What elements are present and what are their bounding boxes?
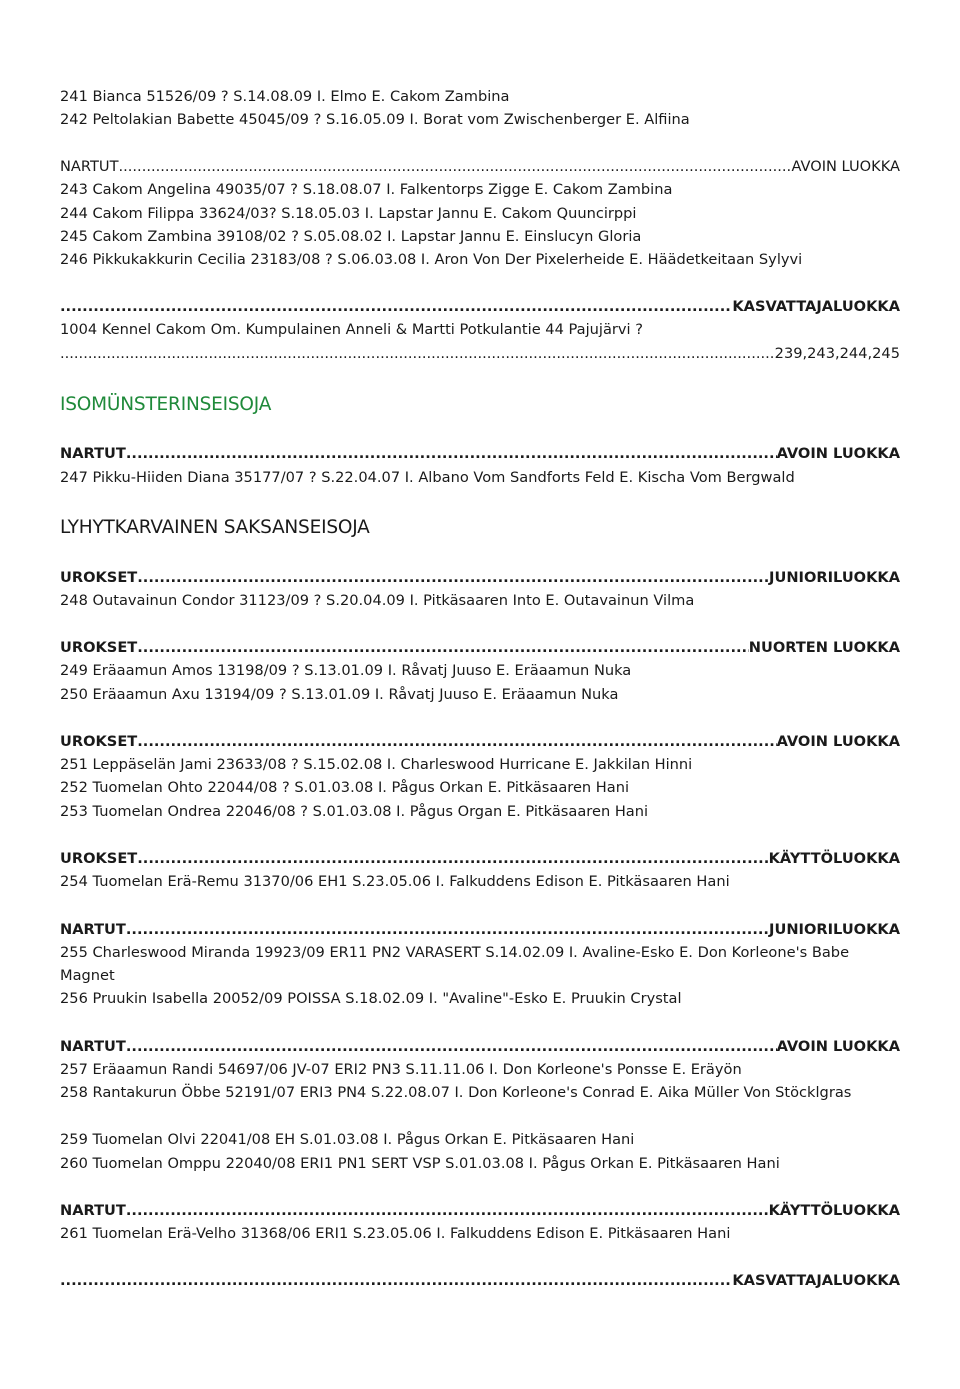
entry-line: 242 Peltolakian Babette 45045/09 ? S.16.05.09 I. Borat vom Zwischenberger E. Alfiina	[60, 111, 690, 128]
leader-dots	[60, 342, 775, 365]
class-label: KASVATTAJALUOKKA	[732, 298, 900, 315]
entry-line: 261 Tuomelan Erä-Velho 31368/06 ERI1 S.23.05.06 I. Falkuddens Edison E. Pitkäsaaren Hani	[60, 1225, 731, 1242]
entry-line: 248 Outavainun Condor 31123/09 ? S.20.04.09 I. Pitkäsaaren Into E. Outavainun Vilma	[60, 592, 695, 609]
leader-dots	[126, 1199, 769, 1222]
class-header	[60, 918, 900, 941]
class-label: KÄYTTÖLUOKKA	[768, 1202, 900, 1219]
class-label: AVOIN LUOKKA	[791, 158, 900, 175]
class-label: JUNIORILUOKKA	[769, 569, 900, 586]
entry-line: 256 Pruukin Isabella 20052/09 POISSA S.18.02.09 I. "Avaline"-Esko E. Pruukin Crystal	[60, 990, 682, 1007]
entry-numbers: 239,243,244,245	[774, 345, 900, 362]
entry-line: 254 Tuomelan Erä-Remu 31370/06 EH1 S.23.05.06 I. Falkuddens Edison E. Pitkäsaaren Hani	[60, 873, 730, 890]
group-label: NARTUT	[60, 1202, 126, 1219]
group-label: NARTUT	[60, 921, 126, 938]
entry-line: 251 Leppäselän Jami 23633/08 ? S.15.02.08 I. Charleswood Hurricane E. Jakkilan Hinni	[60, 756, 693, 773]
group-label: NARTUT	[60, 1038, 126, 1055]
group-label: NARTUT	[60, 158, 119, 175]
numbers-line	[60, 342, 900, 365]
class-label: KASVATTAJALUOKKA	[732, 1272, 900, 1289]
entry-line: 247 Pikku-Hiiden Diana 35177/07 ? S.22.04.07 I. Albano Vom Sandforts Feld E. Kischa Vom Bergwald	[60, 469, 795, 486]
class-header	[60, 1035, 900, 1058]
entry-line: 241 Bianca 51526/09 ? S.14.08.09 I. Elmo E. Cakom Zambina	[60, 88, 510, 105]
entry-line: 245 Cakom Zambina 39108/02 ? S.05.08.02 I. Lapstar Jannu E. Einslucyn Gloria	[60, 228, 642, 245]
leader-dots	[60, 295, 732, 318]
group-label: UROKSET	[60, 569, 138, 586]
entry-line: 1004 Kennel Cakom Om. Kumpulainen Anneli & Martti Potkulantie 44 Pajujärvi ?	[60, 321, 643, 338]
class-label: AVOIN LUOKKA	[776, 733, 900, 750]
group-label: UROKSET	[60, 639, 138, 656]
group-label: UROKSET	[60, 733, 138, 750]
group-label: UROKSET	[60, 850, 138, 867]
class-header	[60, 636, 900, 659]
class-header	[60, 566, 900, 589]
entry-line: 255 Charleswood Miranda 19923/09 ER11 PN2 VARASERT S.14.02.09 I. Avaline-Esko E. Don Korleone's Babe Magnet	[60, 944, 850, 984]
entry-line: 243 Cakom Angelina 49035/07 ? S.18.08.07 I. Falkentorps Zigge E. Cakom Zambina	[60, 181, 673, 198]
leader-dots	[126, 1035, 777, 1058]
leader-dots	[60, 1269, 732, 1292]
leader-dots	[137, 636, 749, 659]
leader-dots	[119, 155, 792, 178]
entry-line: 249 Eräaamun Amos 13198/09 ? S.13.01.09 I. Råvatj Juuso E. Eräaamun Nuka	[60, 662, 632, 679]
class-header	[60, 1269, 900, 1292]
entry-line: 257 Eräaamun Randi 54697/06 JV-07 ERI2 PN3 S.11.11.06 I. Don Korleone's Ponsse E. Eräyön	[60, 1061, 742, 1078]
class-header	[60, 847, 900, 870]
leader-dots	[137, 847, 768, 870]
group-label: NARTUT	[60, 445, 126, 462]
class-label: KÄYTTÖLUOKKA	[768, 850, 900, 867]
class-header	[60, 155, 900, 178]
class-label: AVOIN LUOKKA	[776, 1038, 900, 1055]
section-title: LYHYTKARVAINEN SAKSANSEISOJA	[60, 517, 370, 538]
class-header	[60, 295, 900, 318]
entry-line: 259 Tuomelan Olvi 22041/08 EH S.01.03.08 I. Pågus Orkan E. Pitkäsaaren Hani	[60, 1131, 635, 1148]
class-header	[60, 1199, 900, 1222]
entry-line: 250 Eräaamun Axu 13194/09 ? S.13.01.09 I. Råvatj Juuso E. Eräaamun Nuka	[60, 686, 619, 703]
class-header	[60, 730, 900, 753]
entry-line: 260 Tuomelan Omppu 22040/08 ERI1 PN1 SERT VSP S.01.03.08 I. Pågus Orkan E. Pitkäsaaren Hani	[60, 1155, 780, 1172]
entry-line: 246 Pikkukakkurin Cecilia 23183/08 ? S.06.03.08 I. Aron Von Der Pixelerheide E. Häädetkeitaan Sylyvi	[60, 251, 803, 268]
entry-line: 244 Cakom Filippa 33624/03? S.18.05.03 I. Lapstar Jannu E. Cakom Quuncirppi	[60, 205, 637, 222]
leader-dots	[137, 730, 776, 753]
leader-dots	[126, 918, 769, 941]
leader-dots	[126, 442, 777, 465]
leader-dots	[137, 566, 769, 589]
class-label: NUORTEN LUOKKA	[748, 639, 900, 656]
class-label: JUNIORILUOKKA	[769, 921, 900, 938]
entry-line: 258 Rantakurun Öbbe 52191/07 ERI3 PN4 S.22.08.07 I. Don Korleone's Conrad E. Aika Müller Von Stöcklgras	[60, 1084, 852, 1101]
entry-line: 252 Tuomelan Ohto 22044/08 ? S.01.03.08 I. Pågus Orkan E. Pitkäsaaren Hani	[60, 779, 630, 796]
entry-line: 253 Tuomelan Ondrea 22046/08 ? S.01.03.08 I. Pågus Organ E. Pitkäsaaren Hani	[60, 803, 649, 820]
class-header	[60, 442, 900, 465]
section-title: ISOMÜNSTERINSEISOJA	[60, 394, 272, 415]
class-label: AVOIN LUOKKA	[776, 445, 900, 462]
